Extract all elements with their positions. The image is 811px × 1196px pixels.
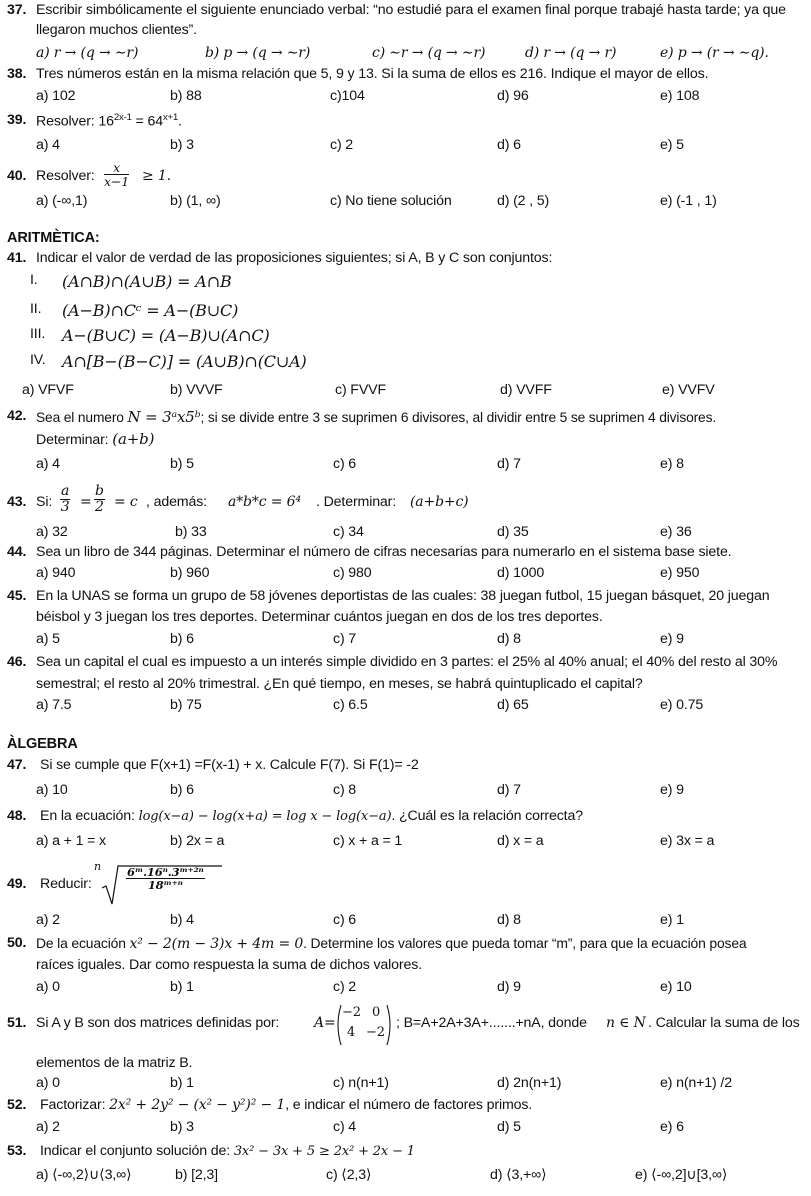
proposition-expr: A∩[B−(B−C)] = (A∪B)∩(C∪A) xyxy=(62,352,307,371)
option-a[interactable]: a) 940 xyxy=(36,565,76,581)
question-52 xyxy=(0,1097,811,1119)
question-number: 46. xyxy=(7,654,27,670)
question-47 xyxy=(0,757,811,779)
option-d[interactable]: d) 7 xyxy=(497,456,521,472)
options-45 xyxy=(0,631,811,653)
option-c[interactable]: c) FVVF xyxy=(335,382,386,398)
radical-fraction: $\frac{\text{6ᵐ.16ⁿ.3ᵐ⁺²ⁿ}}{\text{18ᵐ⁺ⁿ}}$ xyxy=(127,865,204,893)
question-number: 47. xyxy=(7,757,27,773)
question-number: 38. xyxy=(7,66,27,82)
option-e[interactable]: e) p → (r → ∼q). xyxy=(660,45,769,61)
option-a[interactable]: a) 102 xyxy=(36,88,76,104)
option-d[interactable]: d) r → (q → r) xyxy=(525,45,617,61)
question-number: 50. xyxy=(7,935,27,951)
option-b[interactable]: b) (1, ∞) xyxy=(170,193,221,209)
proposition-label: II. xyxy=(30,301,42,317)
options-50 xyxy=(0,979,811,1001)
options-46 xyxy=(0,697,811,719)
question-51: 51. Si A y B son dos matrices definidas por: A= −2 0 4 −2 ; B=A+2A+3A+.......+nA, donde n ∈ N . Calcular la suma de los xyxy=(0,1003,811,1047)
options-42 xyxy=(0,456,811,478)
question-50 xyxy=(0,935,811,957)
option-e[interactable]: e) 950 xyxy=(660,565,700,581)
proposition-expr: (A∩B)∩(A∪B) = A∩B xyxy=(62,272,232,291)
option-a[interactable]: a) 10 xyxy=(36,782,68,798)
question-text: Indicar el valor de verdad de las proposiciones siguientes; si A, B y C son conjuntos: xyxy=(36,250,553,266)
question-text-cont: elementos de la matriz B. xyxy=(36,1055,193,1071)
option-e[interactable]: e) n(n+1) /2 xyxy=(660,1075,732,1091)
option-a[interactable]: a) 0 xyxy=(36,979,60,995)
proposition-expr: (A−B)∩Cᶜ = A−(B∪C) xyxy=(62,301,239,320)
option-d[interactable]: d) ⟨3,+∞⟩ xyxy=(490,1167,547,1183)
option-d[interactable]: d) 8 xyxy=(497,912,521,928)
option-a[interactable]: a) (-∞,1) xyxy=(36,193,88,209)
radical-index: n xyxy=(94,860,101,873)
fraction-b2: $\frac{b}{2}$ xyxy=(95,483,104,515)
question-43: 43. Si: $\frac{a}{3}$ = $\frac{b}{2}$ = c , además: a*b*c = 6⁴ . Determinar: (a+b+c) xyxy=(7,483,469,515)
options-53 xyxy=(0,1167,811,1189)
option-e[interactable]: e) 9 xyxy=(660,782,684,798)
question-number: 43. xyxy=(7,494,27,510)
question-45 xyxy=(0,588,811,610)
option-d[interactable]: d) 96 xyxy=(497,88,529,104)
question-text-cont: Determinar: (a+b) xyxy=(36,430,155,448)
option-c[interactable]: c) 4 xyxy=(333,1119,357,1135)
option-b[interactable]: b) 6 xyxy=(170,782,194,798)
section-heading: ARITMÈTICA: xyxy=(7,230,100,246)
question-42 xyxy=(0,408,811,432)
section-algebra xyxy=(0,736,811,758)
option-e[interactable]: e) ⟨-∞,2]∪[3,∞⟩ xyxy=(635,1167,728,1183)
question-number: 53. xyxy=(7,1143,27,1159)
option-c[interactable]: c) 980 xyxy=(333,565,372,581)
option-b[interactable]: b) 5 xyxy=(170,456,194,472)
option-e[interactable]: e) (-1 , 1) xyxy=(660,193,717,209)
proposition-label: III. xyxy=(30,326,46,342)
option-b[interactable]: b) VVVF xyxy=(170,382,223,398)
question-49 xyxy=(0,860,811,908)
fraction-a3: $\frac{a}{3}$ xyxy=(60,483,70,515)
question-45-cont xyxy=(0,609,811,631)
question-number: 52. xyxy=(7,1097,27,1113)
option-b[interactable]: b) p → (q → ∼r) xyxy=(205,45,311,61)
option-d[interactable]: d) 6 xyxy=(497,137,521,153)
option-e[interactable]: e) 36 xyxy=(660,524,692,540)
matrix-label: A= xyxy=(314,1015,336,1031)
question-text: Sea un capital el cual es impuesto a un interés simple dividido en 3 partes: el 25% al 40% anual; el 40% del resto al 30% xyxy=(36,654,778,670)
question-39 xyxy=(0,112,811,134)
question-text: Si: xyxy=(36,494,53,510)
proposition-3 xyxy=(0,326,811,350)
option-b[interactable]: b) 6 xyxy=(170,631,194,647)
option-d[interactable]: d) 9 xyxy=(497,979,521,995)
question-text: Indicar el conjunto solución de: 3x² − 3x + 5 ≥ 2x² + 2x − 1 xyxy=(40,1143,415,1159)
proposition-4 xyxy=(0,352,811,376)
question-text: Sea un libro de 344 páginas. Determinar el número de cifras necesarias para numerarlo en el sistema base siete. xyxy=(36,544,732,560)
option-d[interactable]: d) 7 xyxy=(497,782,521,798)
option-d[interactable]: d) 8 xyxy=(497,631,521,647)
options-41 xyxy=(0,382,811,404)
question-number: 49. xyxy=(7,876,27,892)
question-text: En la ecuación: log(x−a) − log(x+a) = log x − log(x−a). ¿Cuál es la relación correcta? xyxy=(40,808,583,824)
fraction: $\frac{x}{x-1}$ xyxy=(104,160,130,190)
section-arithmetic xyxy=(0,230,811,252)
question-text-cont: béisbol y 3 juegan los tres deportes. Determinar cuántos juegan en dos de los tres deportes. xyxy=(36,609,603,625)
question-number: 42. xyxy=(7,408,27,424)
option-a[interactable]: a) VFVF xyxy=(22,382,74,398)
option-d[interactable]: d) x = a xyxy=(497,833,544,849)
question-number: 39. xyxy=(7,112,27,128)
option-e[interactable]: e) 6 xyxy=(660,1119,684,1135)
question-number: 51. xyxy=(7,1015,27,1031)
question-number: 45. xyxy=(7,588,27,604)
proposition-1 xyxy=(0,272,811,296)
options-48 xyxy=(0,833,811,855)
option-b[interactable]: b) 88 xyxy=(170,88,202,104)
inequality-tail: ≥ 1. xyxy=(142,168,171,184)
question-text-cont: raíces iguales. Dar como respuesta la suma de dichos valores. xyxy=(36,957,422,973)
question-text-cont: semestral; el resto al 20% trimestral. ¿En qué tiempo, en meses, se habrá quintuplicado el capital? xyxy=(36,676,643,692)
option-b[interactable]: b) 4 xyxy=(170,912,194,928)
option-c[interactable]: c) No tiene solución xyxy=(330,193,452,209)
proposition-2 xyxy=(0,301,811,325)
option-a[interactable]: a) ⟨-∞,2⟩∪⟨3,∞⟩ xyxy=(36,1167,132,1183)
question-40 xyxy=(0,160,811,193)
option-c[interactable]: c) x + a = 1 xyxy=(333,833,403,849)
option-e[interactable]: e) 5 xyxy=(660,137,684,153)
option-a[interactable]: a) r → (q → ∼r) xyxy=(36,45,139,61)
question-number: 41. xyxy=(7,250,27,266)
question-37-cont xyxy=(0,22,811,44)
question-number: 37. xyxy=(7,2,27,18)
question-text: En la UNAS se forma un grupo de 58 jóvenes deportistas de las cuales: 38 juegan futbol, 15 juegan básquet, 20 juegan xyxy=(36,588,770,604)
option-e[interactable]: e) 9 xyxy=(660,631,684,647)
question-number: 44. xyxy=(7,544,27,560)
options-40 xyxy=(0,193,811,215)
question-text: Sea el numero N = 3ᵃx5ᵇ; si se divide entre 3 se suprimen 6 divisores, al dividir entre 5 se suprimen 4 divisores. xyxy=(36,408,717,426)
question-46 xyxy=(0,654,811,676)
option-a[interactable]: a) 4 xyxy=(36,137,60,153)
options-49 xyxy=(0,912,811,934)
proposition-label: IV. xyxy=(30,352,46,368)
options-37 xyxy=(0,45,811,67)
option-d[interactable]: d) 5 xyxy=(497,1119,521,1135)
question-text: De la ecuación x² − 2(m − 3)x + 4m = 0. Determine los valores que pueda tomar “m”, para que la ecuación posea xyxy=(36,935,747,952)
option-b[interactable]: b) 3 xyxy=(170,1119,194,1135)
question-number: 40. xyxy=(7,168,27,184)
option-e[interactable]: e) 1 xyxy=(660,912,684,928)
option-c[interactable]: c) 6 xyxy=(333,456,357,472)
option-c[interactable]: c) 2 xyxy=(330,137,354,153)
option-e[interactable]: e) 0.75 xyxy=(660,697,704,713)
option-b[interactable]: b) 75 xyxy=(170,697,202,713)
option-d[interactable]: d) (2 , 5) xyxy=(497,193,550,209)
question-text: Factorizar: 2x² + 2y² − (x² − y²)² − 1, e indicar el número de factores primos. xyxy=(40,1097,533,1113)
question-text: Si se cumple que F(x+1) =F(x-1) + x. Calcule F(7). Si F(1)= -2 xyxy=(40,757,419,773)
option-b[interactable]: b) 2x = a xyxy=(170,833,225,849)
option-e[interactable]: e) 8 xyxy=(660,456,684,472)
option-c[interactable]: c) 34 xyxy=(333,524,364,540)
options-38 xyxy=(0,88,811,110)
proposition-expr: A−(B∪C) = (A−B)∪(A∩C) xyxy=(62,326,270,345)
question-44 xyxy=(0,544,811,566)
question-37 xyxy=(0,2,811,24)
question-53 xyxy=(0,1143,811,1165)
section-heading: ÀLGEBRA xyxy=(7,736,78,752)
option-d[interactable]: d) 65 xyxy=(497,697,529,713)
question-text: Reducir: xyxy=(40,876,92,892)
question-text: Resolver: xyxy=(36,168,95,184)
question-text: Tres números están en la misma relación que 5, 9 y 13. Si la suma de ellos es 216. Indique el mayor de ellos. xyxy=(36,66,709,82)
option-c[interactable]: c)104 xyxy=(330,88,365,104)
question-48 xyxy=(0,808,811,830)
options-51 xyxy=(0,1075,811,1097)
option-a[interactable]: a) 0 xyxy=(36,1075,60,1091)
option-c[interactable]: c) 6.5 xyxy=(333,697,368,713)
option-b[interactable]: b) [2,3] xyxy=(175,1167,218,1183)
option-a[interactable]: a) 4 xyxy=(36,456,60,472)
options-43 xyxy=(0,524,811,546)
question-number: 48. xyxy=(7,808,27,824)
option-c[interactable]: c) ∼r → (q → ∼r) xyxy=(372,45,486,61)
option-d[interactable]: d) 2n(n+1) xyxy=(497,1075,562,1091)
option-c[interactable]: c) 2 xyxy=(333,979,357,995)
option-b[interactable]: b) 1 xyxy=(170,979,194,995)
option-b[interactable]: b) 3 xyxy=(170,137,194,153)
proposition-label: I. xyxy=(30,272,38,288)
option-c[interactable]: c) 8 xyxy=(333,782,357,798)
option-b[interactable]: b) 960 xyxy=(170,565,210,581)
options-52 xyxy=(0,1119,811,1141)
options-44 xyxy=(0,565,811,587)
option-e[interactable]: e) VVFV xyxy=(662,382,715,398)
option-b[interactable]: b) 1 xyxy=(170,1075,194,1091)
option-e[interactable]: e) 10 xyxy=(660,979,692,995)
question-text: Si A y B son dos matrices definidas por: xyxy=(36,1015,280,1031)
question-41 xyxy=(0,250,811,272)
option-c[interactable]: c) 6 xyxy=(333,912,357,928)
option-c[interactable]: c) n(n+1) xyxy=(333,1075,389,1091)
question-46-cont xyxy=(0,676,811,698)
question-50-cont xyxy=(0,957,811,979)
question-text-cont: llegaron muchos clientes”. xyxy=(36,22,197,38)
option-d[interactable]: d) 35 xyxy=(497,524,529,540)
option-a[interactable]: a) 2 xyxy=(36,1119,60,1135)
option-c[interactable]: c) ⟨2,3⟩ xyxy=(326,1167,372,1183)
option-e[interactable]: e) 108 xyxy=(660,88,700,104)
question-38 xyxy=(0,66,811,88)
option-a[interactable]: a) 7.5 xyxy=(36,697,72,713)
option-a[interactable]: a) 5 xyxy=(36,631,60,647)
option-a[interactable]: a) 32 xyxy=(36,524,68,540)
option-a[interactable]: a) a + 1 = x xyxy=(36,833,106,849)
option-d[interactable]: d) 1000 xyxy=(497,565,545,581)
option-e[interactable]: e) 3x = a xyxy=(660,833,715,849)
question-text: Escribir simbólicamente el siguiente enunciado verbal: “no estudié para el examen final porque trabajé hasta tarde; ya que xyxy=(36,2,786,18)
options-47 xyxy=(0,782,811,804)
question-text: Resolver: $16^{2x-1} = 64^{x+1}$. xyxy=(36,112,182,130)
option-c[interactable]: c) 7 xyxy=(333,631,357,647)
option-a[interactable]: a) 2 xyxy=(36,912,60,928)
question-42-cont xyxy=(0,430,811,452)
option-d[interactable]: d) VVFF xyxy=(500,382,552,398)
option-b[interactable]: b) 33 xyxy=(175,524,207,540)
options-39 xyxy=(0,137,811,159)
question-51-cont xyxy=(0,1055,811,1077)
